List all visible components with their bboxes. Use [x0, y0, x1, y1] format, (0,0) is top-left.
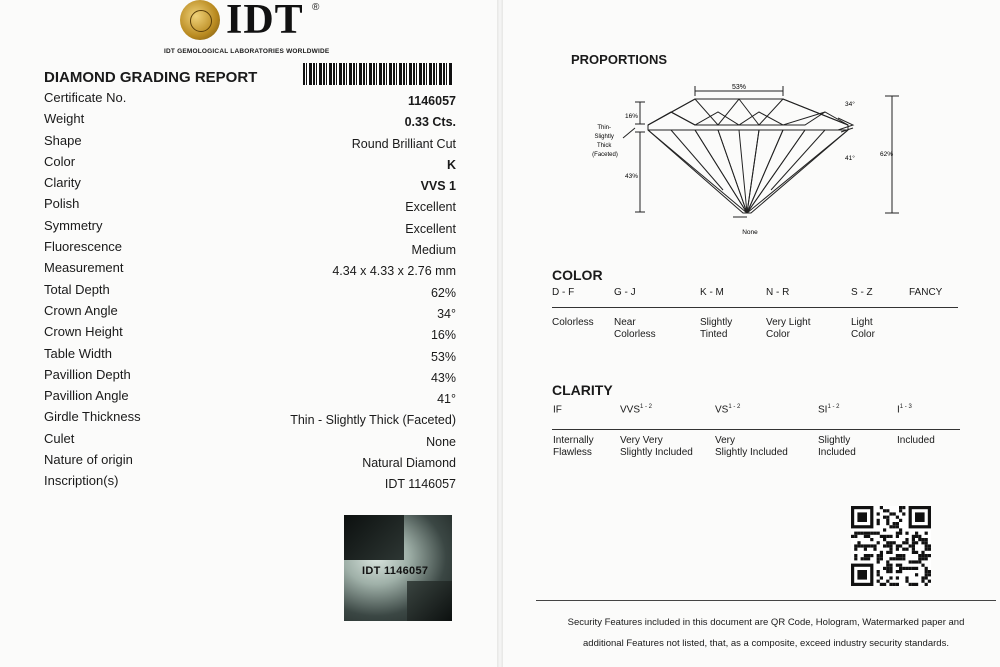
registered-mark: ® — [312, 2, 320, 13]
proportions-diagram — [583, 80, 913, 240]
clarity-description: Very — [715, 435, 736, 446]
report-title: DIAMOND GRADING REPORT — [44, 69, 258, 86]
field-label: Fluorescence — [44, 239, 123, 255]
color-description: Very Light — [766, 317, 811, 328]
field-label: Polish — [44, 196, 80, 212]
security-line-1: Security Features included in this document are QR Code, Hologram, Watermarked paper and — [567, 617, 965, 628]
field-value: Thin - Slightly Thick (Faceted) — [290, 413, 456, 428]
clarity-description: Slightly Included — [715, 447, 788, 458]
total-depth-value: 62% — [880, 151, 894, 158]
field-row — [44, 239, 456, 260]
field-value: Excellent — [405, 200, 456, 215]
girdle-label: Thin- Slightly Thick (Faceted) — [592, 125, 618, 158]
field-label: Pavillion Depth — [44, 366, 131, 382]
crown-angle-value: 34° — [845, 101, 855, 108]
clarity-grade — [620, 404, 652, 415]
field-value: VVS 1 — [420, 179, 456, 194]
color-grade: K - M — [700, 287, 724, 298]
field-label: Symmetry — [44, 217, 103, 233]
color-grade: FANCY — [909, 287, 943, 298]
pavilion-depth-value: 43% — [624, 173, 638, 180]
clarity-description: Internally — [553, 435, 594, 446]
field-value: IDT 1146057 — [384, 477, 456, 492]
gold-seal-icon — [180, 0, 220, 40]
idt-logo — [164, 0, 338, 55]
field-row — [44, 367, 456, 388]
color-grade: S - Z — [851, 287, 873, 298]
field-row — [44, 111, 456, 132]
clarity-description: Very Very — [620, 435, 663, 446]
color-description: Color — [851, 329, 875, 340]
field-row — [44, 90, 456, 111]
field-row — [44, 303, 456, 324]
field-row — [44, 346, 456, 367]
field-row — [44, 154, 456, 175]
field-label: Measurement — [44, 260, 124, 276]
field-value: 62% — [430, 285, 456, 300]
field-row — [44, 260, 456, 281]
report-fields — [44, 90, 456, 495]
pavilion-angle-value: 41° — [845, 155, 855, 162]
security-line-2: additional Features not listed, that, as a composite, exceed industry security standards. — [583, 638, 949, 649]
clarity-description: Included — [897, 435, 935, 446]
clarity-description: Slightly Included — [620, 447, 693, 458]
security-rule — [536, 600, 996, 601]
clarity-grade-base: VS — [715, 404, 729, 416]
field-label: Nature of origin — [44, 452, 133, 468]
inscription-photo — [344, 515, 452, 621]
field-value: 1146057 — [408, 94, 456, 108]
field-value: 16% — [430, 328, 456, 343]
clarity-grade-base: IF — [553, 404, 562, 416]
field-value: 4.34 x 4.33 x 2.76 mm — [332, 264, 456, 279]
clarity-grade — [897, 404, 912, 415]
color-grade: N - R — [766, 287, 790, 298]
color-description: Near — [614, 317, 636, 328]
field-row — [44, 431, 456, 452]
crown-height-value: 16% — [624, 113, 638, 120]
field-label: Crown Height — [44, 324, 123, 340]
logo-wordmark: IDT — [226, 0, 304, 43]
clarity-title: CLARITY — [552, 382, 613, 398]
color-description: Light — [851, 317, 873, 328]
field-value: None — [426, 434, 456, 449]
field-value: Excellent — [405, 221, 456, 236]
field-label: Girdle Thickness — [44, 409, 141, 425]
color-grade: G - J — [614, 287, 636, 298]
clarity-grade-sup: 1 - 3 — [899, 404, 912, 410]
field-label: Culet — [44, 430, 75, 446]
inscription-photo-text: IDT 1146057 — [362, 565, 429, 577]
field-label: Table Width — [44, 345, 112, 361]
clarity-description: Slightly — [818, 435, 851, 446]
color-rule — [552, 307, 958, 308]
clarity-grade-sup: 1 - 2 — [728, 404, 741, 410]
culet-value: None — [742, 229, 758, 236]
proportions-title: PROPORTIONS — [571, 52, 668, 67]
field-row — [44, 218, 456, 239]
field-row — [44, 409, 456, 430]
field-label: Color — [44, 153, 76, 169]
color-description: Tinted — [700, 329, 728, 340]
field-value: Natural Diamond — [362, 456, 456, 471]
field-row — [44, 175, 456, 196]
clarity-grade — [818, 404, 839, 415]
clarity-grade-sup: 1 - 2 — [827, 404, 840, 410]
field-value: 43% — [430, 370, 456, 385]
clarity-rule — [552, 429, 960, 430]
field-label: Crown Angle — [44, 302, 118, 318]
field-label: Certificate No. — [44, 90, 127, 105]
field-row — [44, 324, 456, 345]
clarity-grade-base: I — [897, 404, 900, 416]
field-label: Clarity — [44, 175, 81, 191]
field-label: Weight — [44, 111, 85, 127]
qr-code[interactable] — [851, 506, 931, 586]
security-note — [536, 612, 996, 654]
field-row — [44, 388, 456, 409]
barcode — [303, 63, 453, 85]
color-title: COLOR — [552, 267, 603, 283]
field-row — [44, 196, 456, 217]
clarity-description: Included — [818, 447, 856, 458]
field-label: Shape — [44, 132, 82, 148]
field-value: 0.33 Cts. — [404, 115, 456, 130]
color-grade: D - F — [552, 287, 575, 298]
clarity-grade — [715, 404, 740, 415]
field-value: 53% — [430, 349, 456, 364]
field-row — [44, 473, 456, 494]
clarity-grade — [553, 404, 562, 415]
field-value: 34° — [437, 306, 456, 321]
field-row — [44, 282, 456, 303]
clarity-grade-sup: 1 - 2 — [640, 404, 653, 410]
field-label: Pavillion Angle — [44, 388, 129, 404]
table-value: 53% — [731, 84, 747, 91]
color-description: Color — [766, 329, 790, 340]
clarity-grade-base: VVS — [620, 404, 641, 416]
field-value: Medium — [411, 243, 456, 258]
field-label: Total Depth — [44, 281, 110, 297]
field-value: Round Brilliant Cut — [351, 136, 456, 151]
diamond-outline — [648, 99, 848, 213]
clarity-description: Flawless — [553, 447, 592, 458]
field-value: 41° — [437, 392, 456, 407]
logo-tagline: IDT GEMOLOGICAL LABORATORIES WORLDWIDE — [164, 48, 330, 55]
color-description: Slightly — [700, 317, 733, 328]
girdle-pointer — [623, 128, 635, 138]
field-row — [44, 452, 456, 473]
field-row — [44, 133, 456, 154]
field-label: Inscription(s) — [44, 473, 119, 489]
field-value: K — [446, 157, 456, 172]
color-description: Colorless — [614, 329, 656, 340]
clarity-grade-base: SI — [818, 404, 828, 416]
color-description: Colorless — [552, 317, 594, 328]
